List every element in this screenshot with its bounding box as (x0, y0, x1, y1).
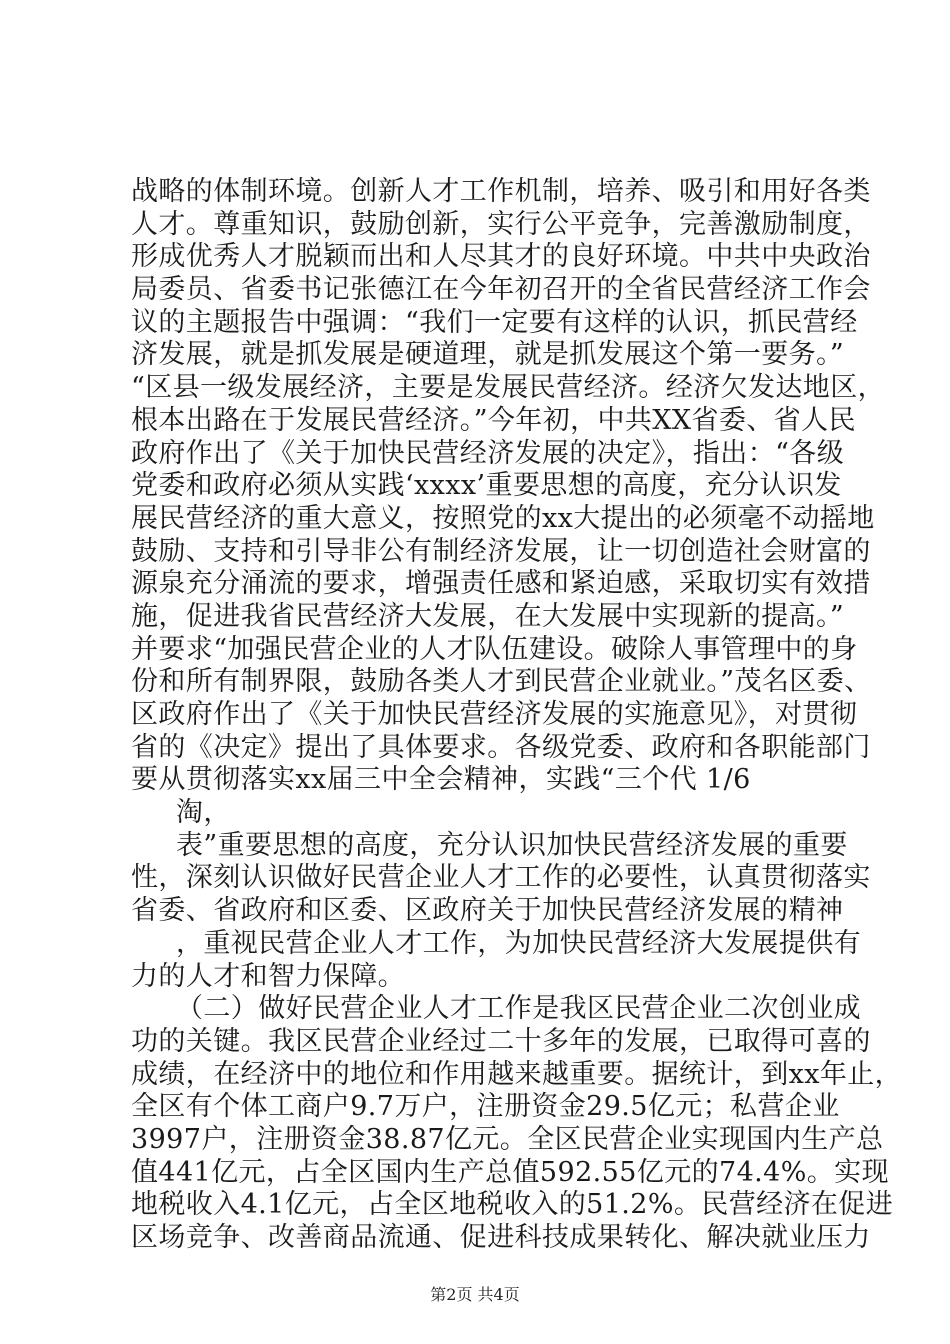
text-line: 战略的体制环境。创新人才工作机制，培养、吸引和用好各类 (131, 176, 871, 207)
text-line: 省的《决定》提出了具体要求。各级党委、政府和各职能部门 (131, 732, 871, 763)
text-line: 鼓励、支持和引导非公有制经济发展，让一切创造社会财富的 (131, 536, 871, 567)
text-line: 人才。尊重知识，鼓励创新，实行公平竞争，完善激励制度， (131, 209, 871, 240)
text-line: “区县一级发展经济，主要是发展民营经济。经济欠发达地区， (131, 372, 886, 403)
text-line: 展民营经济的重大意义，按照党的xx大提出的必须毫不动摇地 (131, 503, 875, 534)
text-line: 性，深刻认识做好民营企业人才工作的必要性，认真贯彻落实 (131, 862, 871, 893)
text-line: 区政府作出了《关于加快民营经济发展的实施意见》，对贯彻 (131, 699, 858, 730)
text-line: 成绩，在经济中的地位和作用越来越重要。据统计，到xx年止， (131, 1059, 903, 1090)
text-line: 区场竞争、改善商品流通、促进科技成果转化、解决就业压力 (131, 1222, 871, 1253)
text-line: 党委和政府必须从实践‘xxxx’重要思想的高度，充分认识发 (131, 470, 842, 501)
text-line: 形成优秀人才脱颖而出和人尽其才的良好环境。中共中央政治 (131, 241, 871, 272)
text-line: （二）做好民营企业人才工作是我区民营企业二次创业成 (176, 993, 861, 1024)
text-line: 根本出路在于发展民营经济。”今年初，中共XX省委、省人民 (131, 405, 856, 436)
text-line: 政府作出了《关于加快民营经济发展的决定》，指出：“各级 (131, 438, 845, 469)
text-line: 议的主题报告中强调：“我们一定要有这样的认识，抓民营经 (131, 307, 858, 338)
text-line: 施，促进我省民营经济大发展，在大发展中实现新的提高。” (131, 601, 845, 632)
text-line: 局委员、省委书记张德江在今年初召开的全省民营经济工作会 (131, 274, 871, 305)
text-line: 要从贯彻落实xx届三中全会精神，实践“三个代 1/6 (131, 764, 751, 795)
text-line: 济发展，就是抓发展是硬道理，就是抓发展这个第一要务。” (131, 339, 845, 370)
text-line: 3997户，注册资金38.87亿元。全区民营企业实现国内生产总 (131, 1124, 884, 1155)
text-line: 地税收入4.1亿元，占全区地税收入的51.2%。民营经济在促进 (131, 1189, 894, 1220)
text-line: 并要求“加强民营企业的人才队伍建设。破除人事管理中的身 (131, 634, 858, 665)
text-line: 值441亿元，占全区国内生产总值592.55亿元的74.4%。实现 (131, 1157, 889, 1188)
text-line: 表”重要思想的高度，充分认识加快民营经济发展的重要 (176, 830, 848, 861)
text-line: ，重视民营企业人才工作，为加快民营经济大发展提供有 (176, 928, 861, 959)
text-line: 源泉充分涌流的要求，增强责任感和紧迫感，采取切实有效措 (131, 568, 871, 599)
text-line: 淘， (176, 797, 231, 828)
text-line: 省委、省政府和区委、区政府关于加快民营经济发展的精神 (131, 895, 844, 926)
text-line: 全区有个体工商户9.7万户，注册资金29.5亿元；私营企业 (131, 1091, 840, 1122)
text-line: 份和所有制界限，鼓励各类人才到民营企业就业。”茂名区委、 (131, 666, 872, 697)
text-line: 功的关键。我区民营企业经过二十多年的发展，已取得可喜的 (131, 1026, 871, 1057)
page-footer: 第2页 共4页 (430, 1285, 520, 1304)
text-line: 力的人才和智力保障。 (131, 961, 405, 992)
